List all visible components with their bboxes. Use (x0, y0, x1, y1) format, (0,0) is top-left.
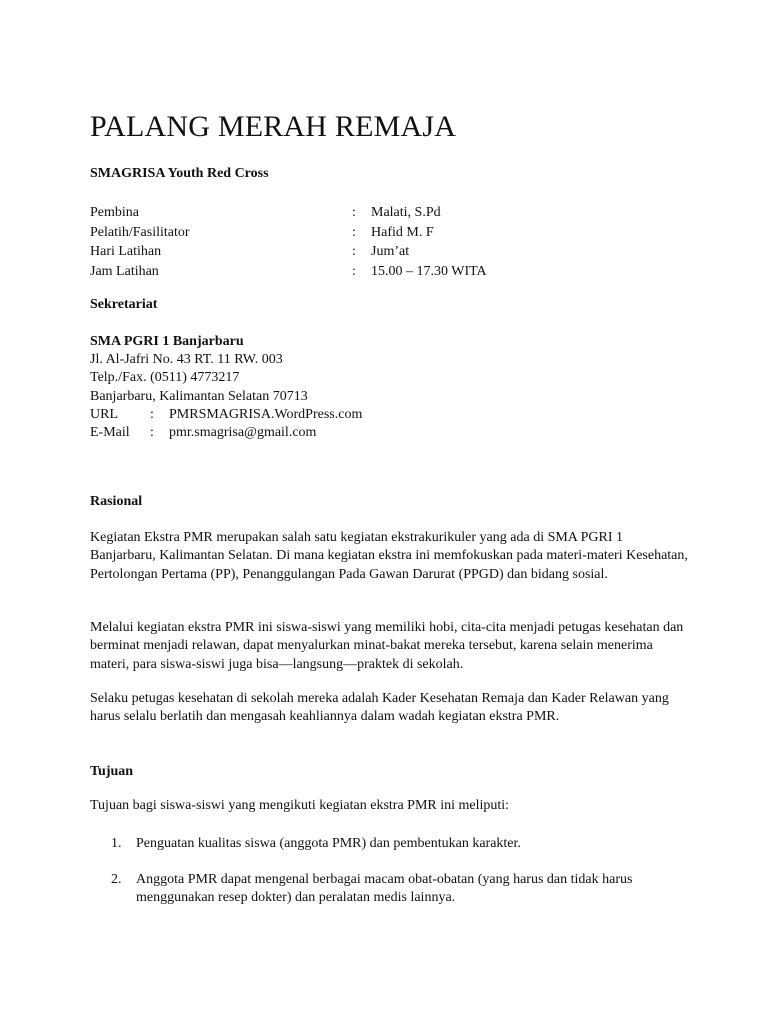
email-row (90, 424, 362, 442)
info-key: Jam Latihan (90, 264, 159, 280)
email-colon: : (150, 424, 154, 440)
document-title: PALANG MERAH REMAJA (90, 110, 457, 143)
info-colon: : (352, 244, 356, 260)
info-key: Hari Latihan (90, 244, 162, 260)
info-row-hari-latihan (90, 242, 690, 262)
email-link[interactable]: pmr.smagrisa@gmail.com (169, 424, 317, 440)
sekretariat-heading: Sekretariat (90, 297, 158, 312)
info-colon: : (352, 224, 356, 240)
city-postal: Banjarbaru, Kalimantan Selatan 70713 (90, 388, 308, 404)
rasional-paragraph-1: Kegiatan Ekstra PMR merupakan salah satu kegiatan ekstrakurikuler yang ada di SMA PGRI 1 Banjarbaru, Kalimantan Selatan. Di mana kegiatan ekstra ini memfokuskan pada materi-materi Kesehatan, Pertolongan Pertama (PP), Penanggulangan Pada Gawan Darurat (PPGD) dan bidang sosial. (90, 530, 688, 582)
list-number: 2. (111, 872, 122, 887)
email-label: E-Mail (90, 424, 130, 440)
info-key: Pembina (90, 205, 139, 220)
phone-fax: Telp./Fax. (0511) 4773217 (90, 370, 240, 386)
list-text: Anggota PMR dapat mengenal berbagai macam obat-obatan (yang harus dan tidak harus menggunakan resep dokter) dan peralatan medis lainnya. (136, 872, 633, 906)
info-colon: : (352, 264, 356, 280)
info-row-jam-latihan (90, 262, 690, 282)
rasional-heading: Rasional (90, 494, 143, 509)
list-number: 1. (111, 836, 122, 851)
info-value: Jum’at (371, 244, 410, 260)
sekretariat-address (90, 333, 362, 442)
document-subtitle: SMAGRISA Youth Red Cross (90, 166, 269, 181)
info-row-pelatih (90, 223, 690, 243)
info-value: 15.00 – 17.30 WITA (371, 264, 487, 280)
info-value: Hafid M. F (371, 224, 434, 240)
list-text: Penguatan kualitas siswa (anggota PMR) dan pembentukan karakter. (136, 836, 521, 851)
tujuan-heading: Tujuan (90, 764, 134, 779)
school-name: SMA PGRI 1 Banjarbaru (90, 334, 244, 349)
info-table (90, 203, 690, 282)
street-address: Jl. Al-Jafri No. 43 RT. 11 RW. 003 (90, 352, 283, 368)
rasional-paragraph-2: Melalui kegiatan ekstra PMR ini siswa-siswi yang memiliki hobi, cita-cita menjadi petugas kesehatan dan berminat menjadi relawan, dapat menyalurkan minat-bakat mereka tersebut, karena selain menerima materi, para siswa-siswi juga bisa—langsung—praktek di sekolah. (90, 620, 684, 672)
url-link[interactable]: PMRSMAGRISA.WordPress.com (169, 406, 363, 422)
url-label: URL (90, 406, 118, 422)
url-row (90, 406, 362, 424)
info-row-pembina (90, 203, 690, 223)
url-colon: : (150, 406, 154, 422)
tujuan-intro: Tujuan bagi siswa-siswi yang mengikuti kegiatan ekstra PMR ini meliputi: (90, 798, 510, 813)
info-value: Malati, S.Pd (371, 205, 441, 220)
info-colon: : (352, 205, 356, 220)
info-key: Pelatih/Fasilitator (90, 224, 190, 240)
rasional-paragraph-3: Selaku petugas kesehatan di sekolah mereka adalah Kader Kesehatan Remaja dan Kader Relawan yang harus selalu berlatih dan mengasah keahliannya dalam wadah kegiatan ekstra PMR. (90, 691, 669, 725)
